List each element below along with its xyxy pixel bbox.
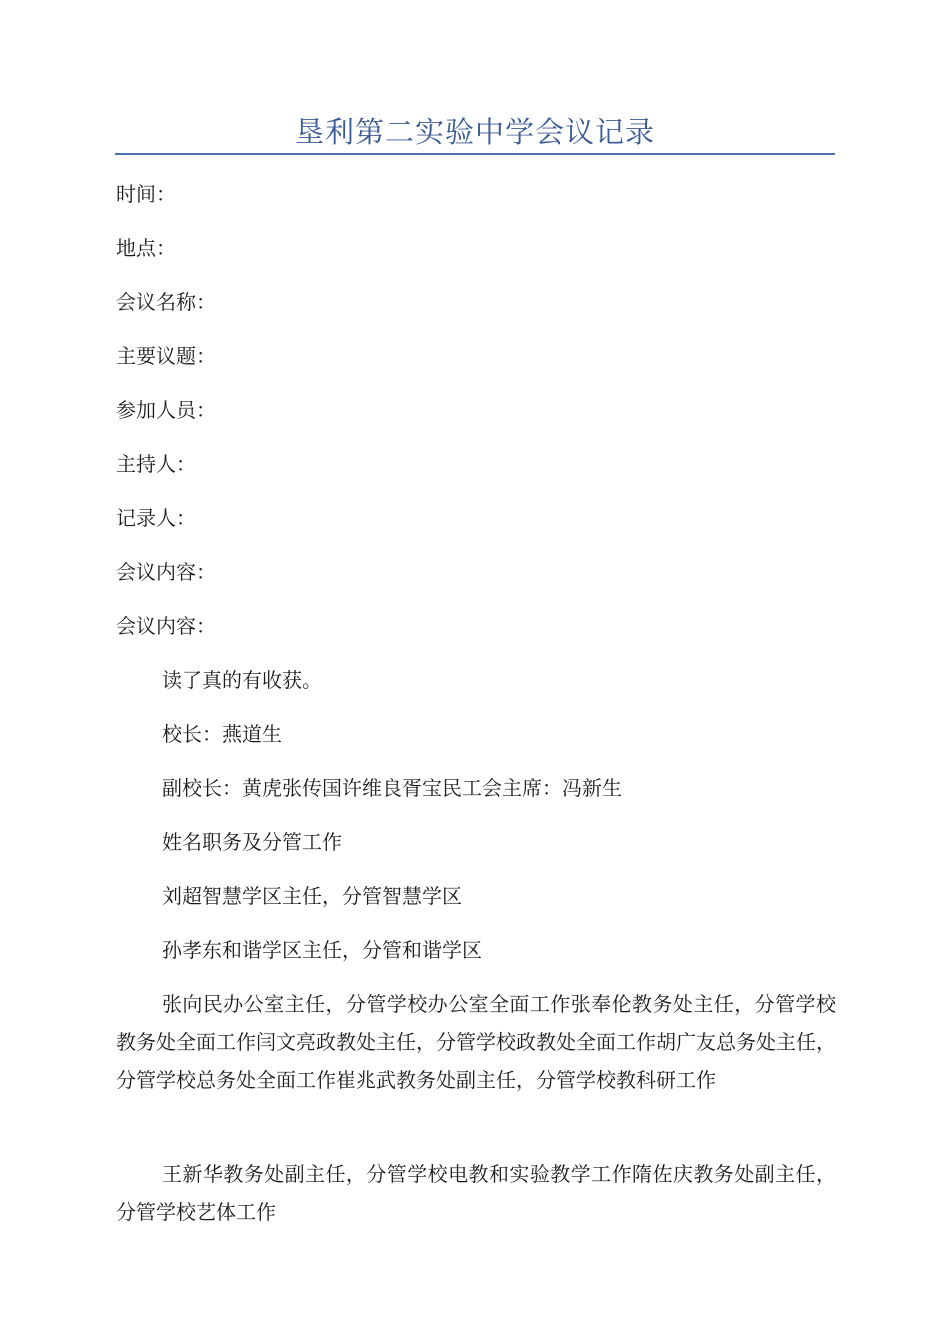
paragraph-vice-principals: 副校长：黄虎张传国许维良胥宝民工会主席：冯新生 bbox=[162, 776, 622, 800]
paragraph-duty-item: 刘超智慧学区主任，分管智慧学区 bbox=[162, 884, 462, 908]
field-recorder: 记录人： bbox=[116, 506, 196, 530]
field-meeting-content-repeat: 会议内容： bbox=[116, 614, 216, 638]
field-meeting-content: 会议内容： bbox=[116, 560, 216, 584]
paragraph-vice-directors: 王新华教务处副主任，分管学校电教和实验教学工作隋佐庆教务处副主任，分管学校艺体工作 bbox=[116, 1162, 836, 1224]
field-location: 地点： bbox=[116, 236, 176, 260]
field-meeting-name: 会议名称： bbox=[116, 290, 216, 314]
paragraph-duties-heading: 姓名职务及分管工作 bbox=[162, 830, 342, 854]
field-main-topic: 主要议题： bbox=[116, 344, 216, 368]
field-host: 主持人： bbox=[116, 452, 196, 476]
paragraph-offices: 张向民办公室主任，分管学校办公室全面工作张奉伦教务处主任，分管学校教务处全面工作闫文亮政教处主任，分管学校政教处全面工作胡广友总务处主任，分管学校总务处全面工作崔兆武教务处副主任，分管学校教科研工作 bbox=[116, 992, 836, 1092]
title-underline bbox=[115, 153, 835, 155]
paragraph: 读了真的有收获。 bbox=[162, 668, 322, 692]
paragraph-duty-item: 孙孝东和谐学区主任，分管和谐学区 bbox=[162, 938, 482, 962]
field-attendees: 参加人员： bbox=[116, 398, 216, 422]
field-time: 时间： bbox=[116, 182, 176, 206]
paragraph-principal: 校长：燕道生 bbox=[162, 722, 282, 746]
document-title: 垦利第二实验中学会议记录 bbox=[294, 115, 655, 149]
